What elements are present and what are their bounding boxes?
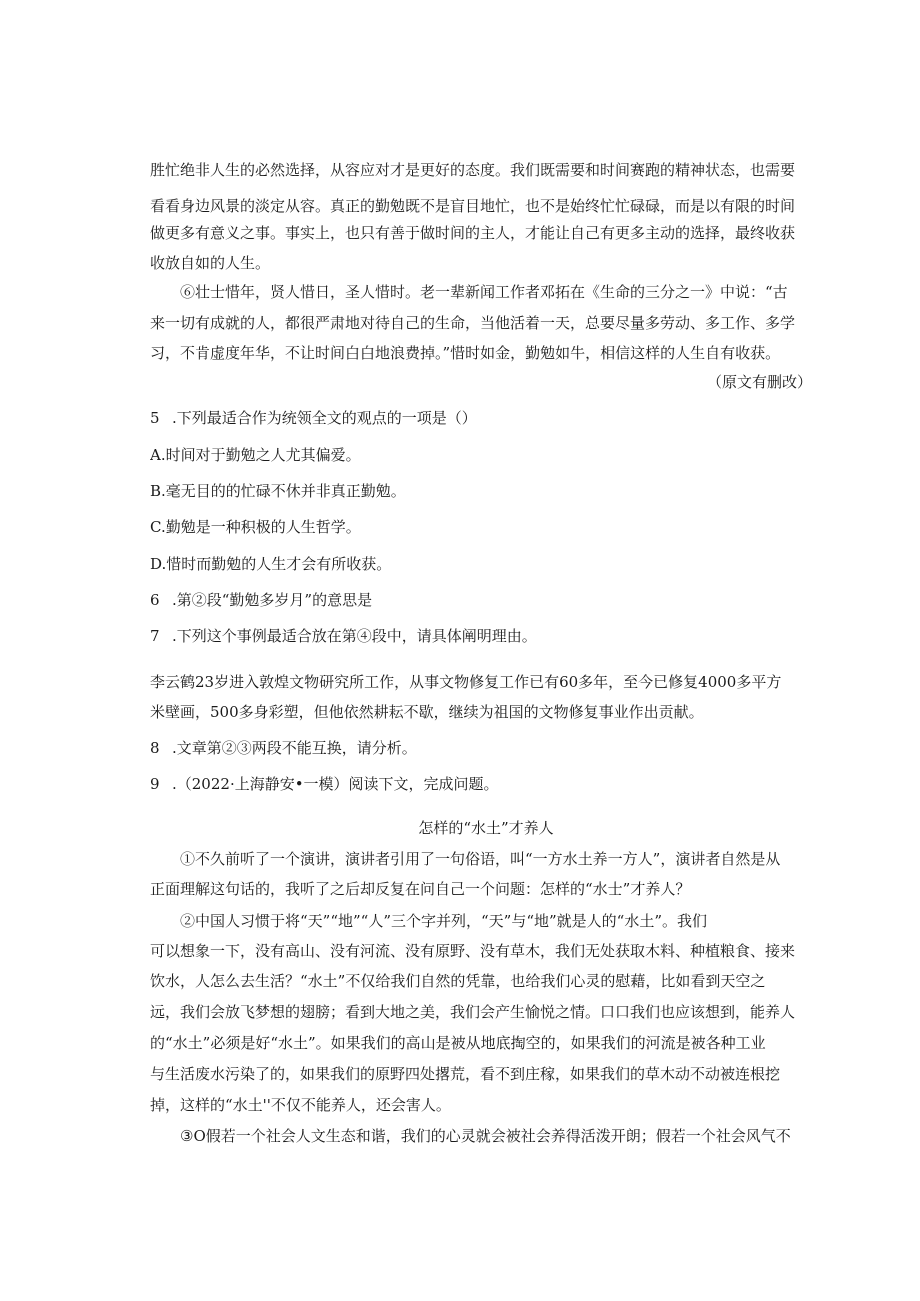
question-number: 9 [150,775,160,793]
option-d [150,554,822,574]
passage-two-line: 可以想象一下，没有高山、没有河流、没有原野、没有草木，我们无处获取木料、种植粮食、接来 [150,942,796,960]
passage-one-paragraph-6: ⑥壮士惜年，贤人惜日，圣人惜时。老一辈新闻工作者邓拓在《生命的三分之一》中说：“古 [180,283,788,301]
option-c [150,517,822,537]
question-text: .下列最适合作为统领全文的观点的一项是（） [172,409,477,427]
passage-one-line: 看看身边风景的淡定从容。真正的勤勉既不是盲目地忙，也不是始终忙忙碌碌，而是以有限的时间 [150,197,796,215]
question-text: .（2022·上海静安•一模）阅读下文，完成问题。 [172,775,499,793]
option-text: 勤勉是一种积极的人生哲学。 [165,518,361,536]
option-b [150,481,822,501]
option-text: 时间对于勤勉之人尤其偏爱。 [165,446,361,464]
question-5 [150,408,822,428]
passage-two-line: 饮水，人怎么去生活？“水土”不仅给我们自然的凭靠，也给我们心灵的慰藉，比如看到天空之 [150,972,766,990]
passage-two-paragraph-2: ②中国人习惯于将“天”“地”“人”三个字并列，“天”与“地”就是人的“水土”。我们 [180,912,708,930]
option-text: 毫无目的的忙碌不休并非真正勤勉。 [165,482,406,500]
passage-one-line: 胜忙绝非人生的必然选择，从容应对才是更好的态度。我们既需要和时间赛跑的精神状态，也需要 [150,161,796,179]
passage-one-line: 习，不肯虚度年华，不让时间白白地浪费掉。”惜时如金，勤勉如牛，相信这样的人生自有收获。 [150,344,781,362]
passage-two-line: 的“水土”必须是好“水土”。如果我们的高山是被从地底掏空的，如果我们的河流是被各种工业 [150,1034,766,1052]
question-number: 7 [150,627,160,645]
option-letter: D. [150,555,167,573]
question-text: .文章第②③两段不能互换，请分析。 [172,739,417,757]
question-number: 6 [150,591,160,609]
passage-one-line: 来一切有成就的人，都很严肃地对待自己的生命，当他活着一天，总要尽量多劳动、多工作、多学 [150,314,796,332]
example-line: 李云鹤23岁进入敦煌文物研究所工作，从事文物修复工作已有60多年，至今已修复4000多平方 [150,673,782,691]
passage-two-paragraph-1: ①不久前听了一个演讲，演讲者引用了一句俗语，叫“一方水土养一方人”，演讲者自然是从 [180,850,781,868]
question-number: 8 [150,739,160,757]
source-note: （原文有删改） [706,373,812,391]
example-line: 米壁画，500多身彩塑，但他依然耕耘不歇，继续为祖国的文物修复事业作出贡献。 [150,703,704,721]
passage-one-line: 做更多有意义之事。事实上，也只有善于做时间的主人，才能让自己有更多主动的选择，最终收获 [150,224,796,242]
question-7 [150,626,822,646]
question-number: 5 [150,409,160,427]
option-letter: B. [150,482,166,500]
question-8 [150,738,822,758]
passage-two-title: 怎样的“水土”才养人 [418,819,554,837]
option-text: 惜时而勤勉的人生才会有所收获。 [166,555,392,573]
question-text: .下列这个事例最适合放在第④段中，请具体阐明理由。 [172,627,537,645]
option-a [150,445,822,465]
passage-two-line: 与生活废水污染了的，如果我们的原野四处撂荒，看不到庄稼，如果我们的草木动不动被连根挖 [150,1065,781,1083]
question-9 [150,774,822,794]
passage-two-paragraph-3: ③O假若一个社会人文生态和谐，我们的心灵就会被社会养得活泼开朗；假若一个社会风气不 [180,1127,791,1145]
option-letter: C. [150,518,166,536]
passage-one-line: 收放自如的人生。 [150,254,271,272]
passage-two-line: 掉，这样的“水土''不仅不能养人，还会害人。 [150,1096,451,1114]
option-letter: A. [150,446,166,464]
question-6 [150,590,822,610]
question-text: .第②段“勤勉多岁月”的意思是 [172,591,373,609]
passage-two-line: 正面理解这句话的，我听了之后却反复在问自己一个问题：怎样的“水士”才养人？ [150,880,691,898]
passage-two-line: 远，我们会放飞梦想的翅膀；看到大地之美，我们会产生愉悦之情。口口我们也应该想到，能养人 [150,1003,796,1021]
